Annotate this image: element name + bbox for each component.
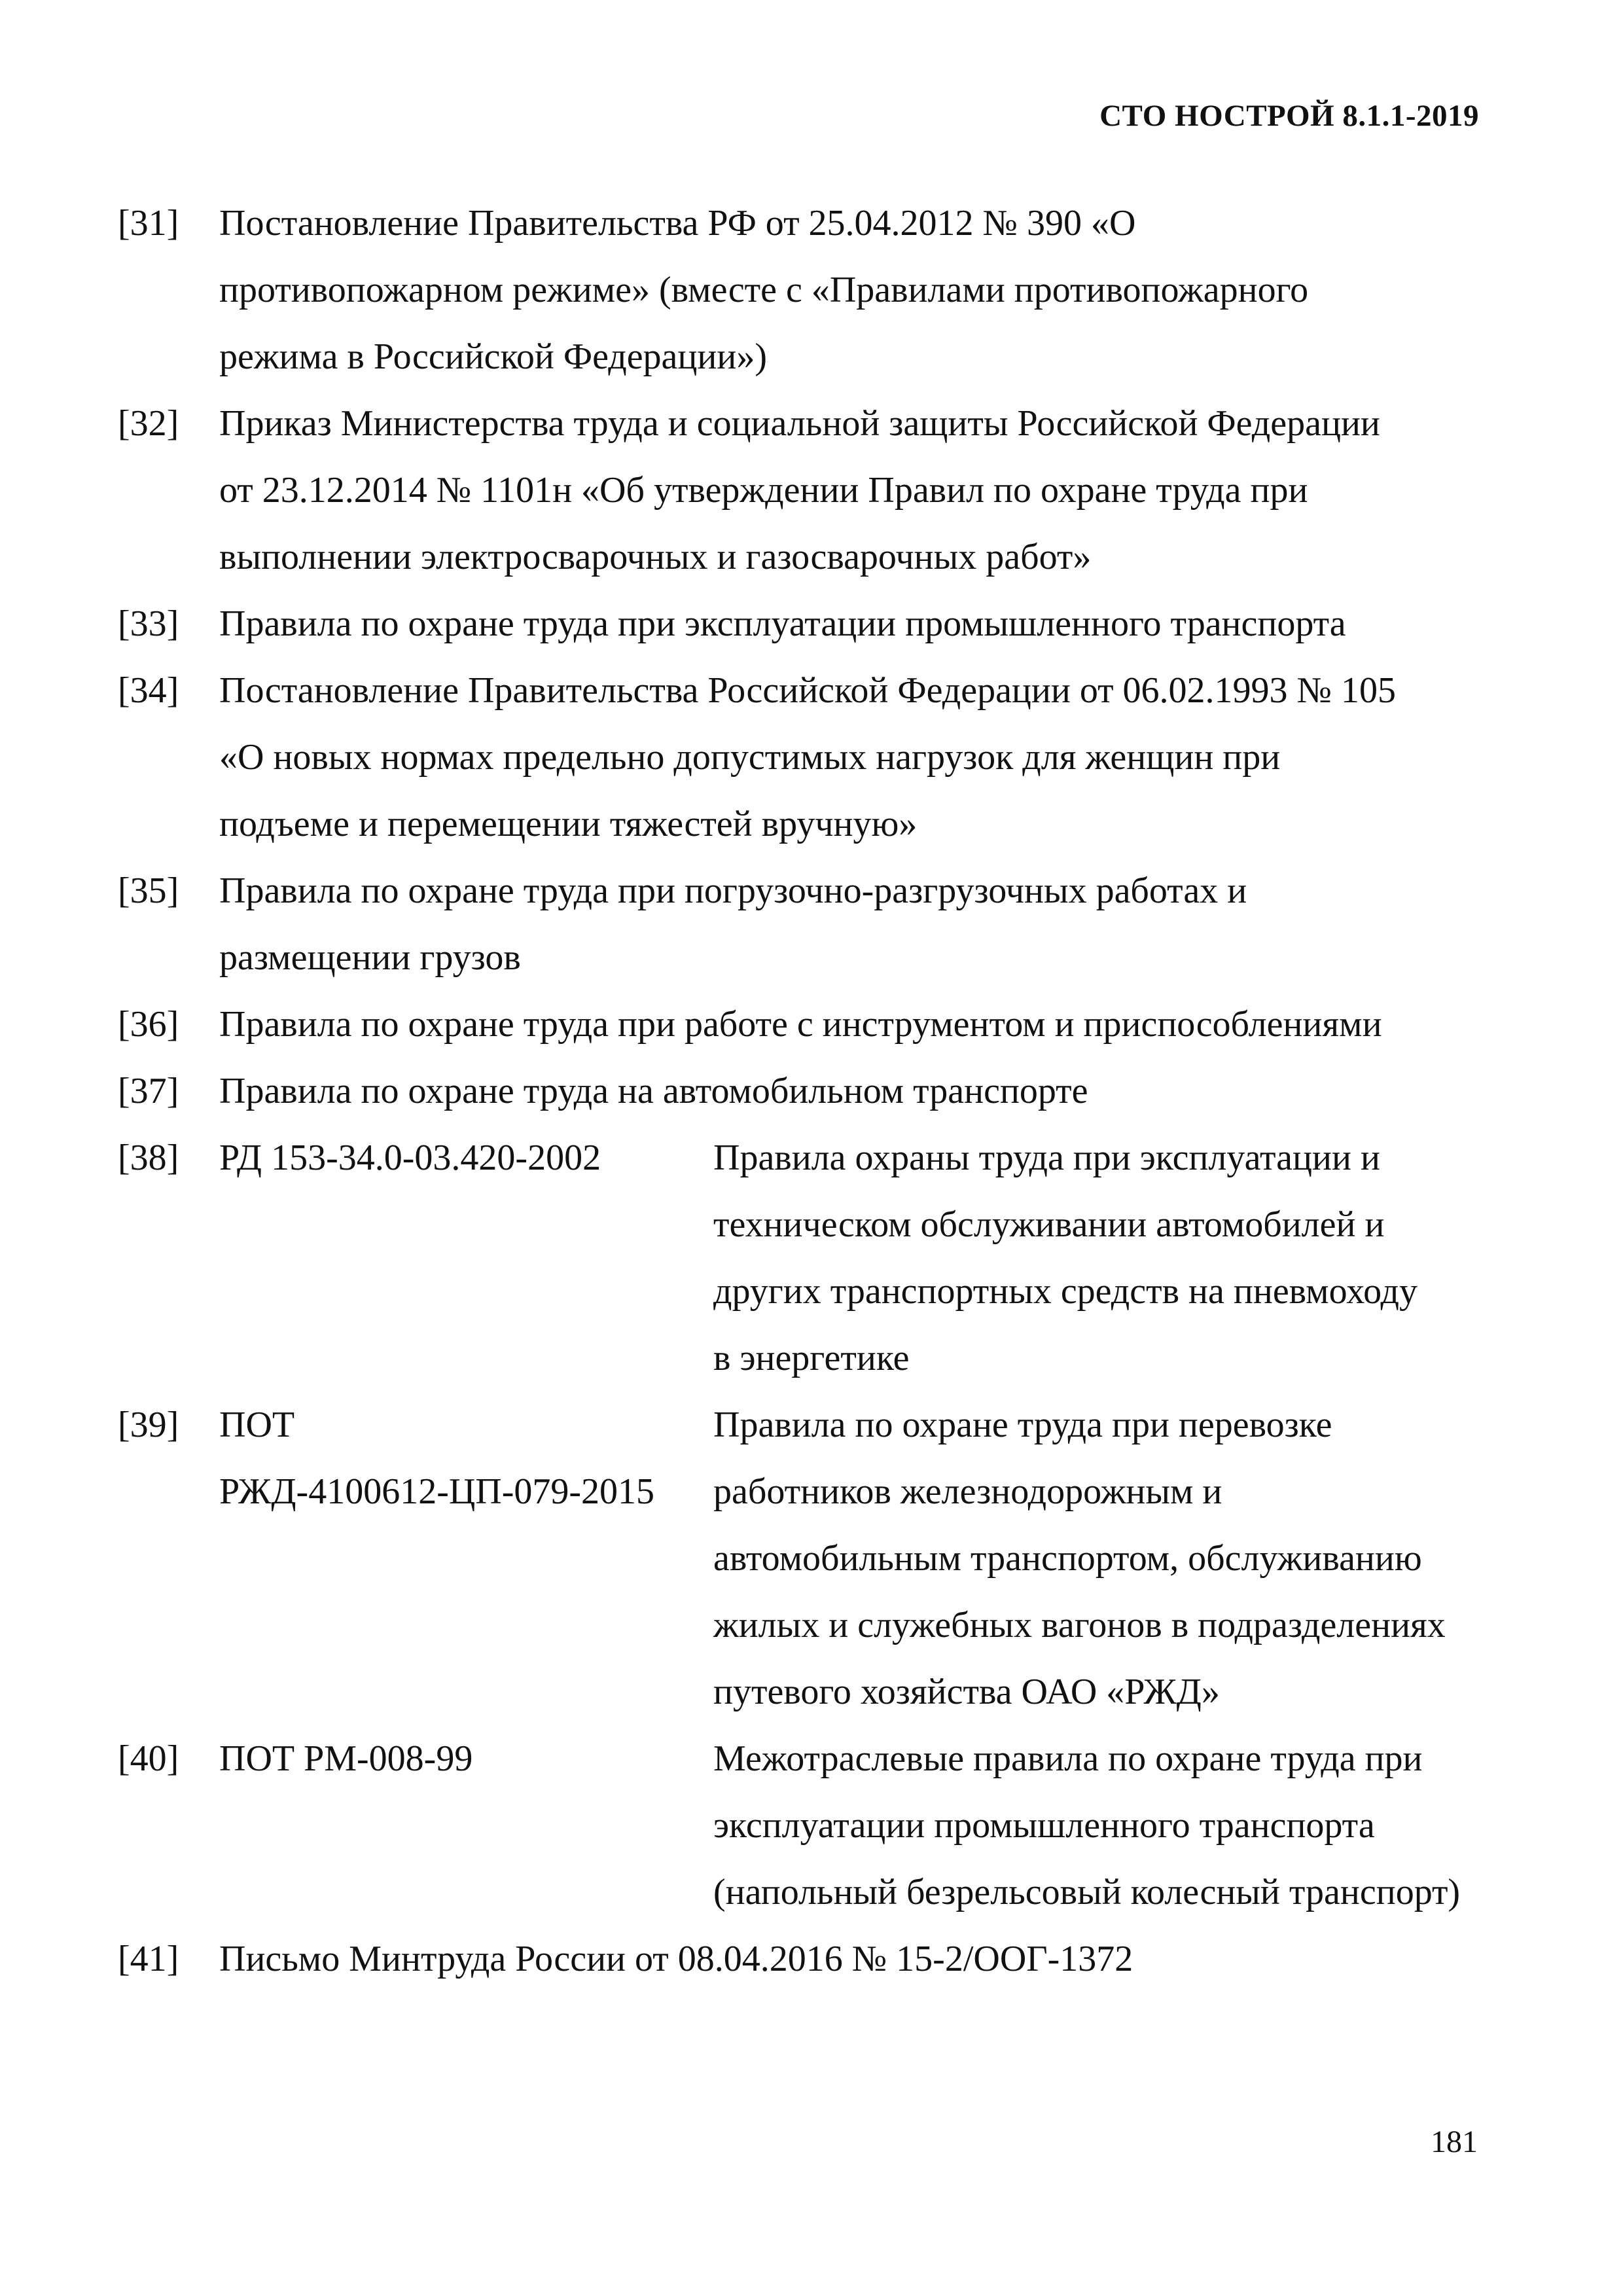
reference-number: [31] [118, 203, 179, 243]
reference-title-line: работников железнодорожным и [713, 1471, 1222, 1512]
reference-text-line: от 23.12.2014 № 1101н «Об утверждении Правил по охране труда при [219, 470, 1308, 511]
reference-item-41 [118, 1926, 1479, 1992]
reference-text-line: Правила по охране труда при эксплуатации промышленного транспорта [219, 603, 1346, 644]
reference-item-36 [118, 991, 1479, 1058]
reference-title [713, 1391, 1479, 1725]
references-list [118, 190, 1479, 1992]
reference-text-line: Постановление Правительства Российской Федерации от 06.02.1993 № 105 [219, 670, 1396, 711]
reference-item-34 [118, 657, 1479, 857]
reference-text-line: Приказ Министерства труда и социальной защиты Российской Федерации [219, 403, 1380, 444]
reference-item-38 [118, 1124, 1479, 1391]
reference-number: [39] [118, 1405, 179, 1445]
reference-number: [36] [118, 1004, 179, 1045]
reference-item-40 [118, 1725, 1479, 1926]
reference-number: [33] [118, 603, 179, 644]
reference-title-line: эксплуатации промышленного транспорта [713, 1805, 1375, 1846]
reference-text-line: Правила по охране труда на автомобильном транспорте [219, 1071, 1088, 1111]
reference-number: [40] [118, 1738, 179, 1779]
reference-title-line: других транспортных средств на пневмоходу [713, 1271, 1418, 1312]
reference-number: [32] [118, 403, 179, 444]
reference-code [219, 1124, 601, 1191]
reference-title-line: (напольный безрельсовый колесный транспорт) [713, 1872, 1461, 1912]
reference-title-line: в энергетике [713, 1338, 910, 1378]
reference-title-line: жилых и служебных вагонов в подразделениях [713, 1605, 1446, 1645]
reference-item-31 [118, 190, 1479, 390]
reference-title [713, 1725, 1479, 1926]
reference-text-line: размещении грузов [219, 937, 521, 978]
reference-title-line: путевого хозяйства ОАО «РЖД» [713, 1672, 1220, 1712]
reference-code-line: ПОТ [219, 1405, 295, 1445]
reference-code [219, 1725, 473, 1792]
reference-text-line: противопожарном режиме» (вместе с «Правилами противопожарного [219, 270, 1309, 310]
reference-item-32 [118, 390, 1479, 590]
reference-text-line: режима в Российской Федерации») [219, 336, 767, 377]
reference-title [713, 1124, 1479, 1391]
reference-number: [37] [118, 1071, 179, 1111]
reference-title-line: Межотраслевые правила по охране труда при [713, 1738, 1423, 1779]
reference-text-line: подъеме и перемещении тяжестей вручную» [219, 804, 918, 844]
reference-number: [34] [118, 670, 179, 711]
reference-number: [35] [118, 870, 179, 911]
reference-item-39 [118, 1391, 1479, 1725]
reference-title-line: Правила по охране труда при перевозке [713, 1405, 1332, 1445]
reference-item-33 [118, 590, 1479, 657]
reference-code-line: ПОТ РМ-008-99 [219, 1738, 473, 1779]
document-code-header: СТО НОСТРОЙ 8.1.1-2019 [1099, 99, 1479, 133]
reference-text-line: Правила по охране труда при погрузочно-разгрузочных работах и [219, 870, 1247, 911]
reference-title-line: Правила охраны труда при эксплуатации и [713, 1138, 1380, 1178]
page-number: 181 [1431, 2125, 1478, 2159]
reference-item-37 [118, 1058, 1479, 1124]
reference-number: [38] [118, 1138, 179, 1178]
reference-number: [41] [118, 1939, 179, 1979]
reference-code-line: РД 153-34.0-03.420-2002 [219, 1138, 601, 1178]
reference-text-line: выполнении электросварочных и газосварочных работ» [219, 537, 1092, 577]
reference-text-line: Постановление Правительства РФ от 25.04.2012 № 390 «О [219, 203, 1136, 243]
reference-text-line: «О новых нормах предельно допустимых нагрузок для женщин при [219, 737, 1281, 778]
reference-text-line: Письмо Минтруда России от 08.04.2016 № 15-2/ООГ-1372 [219, 1939, 1133, 1979]
reference-title-line: автомобильным транспортом, обслуживанию [713, 1538, 1422, 1579]
reference-code [219, 1391, 654, 1525]
reference-title-line: техническом обслуживании автомобилей и [713, 1204, 1385, 1245]
reference-code-line: РЖД-4100612-ЦП-079-2015 [219, 1471, 655, 1512]
reference-text-line: Правила по охране труда при работе с инструментом и приспособлениями [219, 1004, 1382, 1045]
reference-item-35 [118, 857, 1479, 991]
